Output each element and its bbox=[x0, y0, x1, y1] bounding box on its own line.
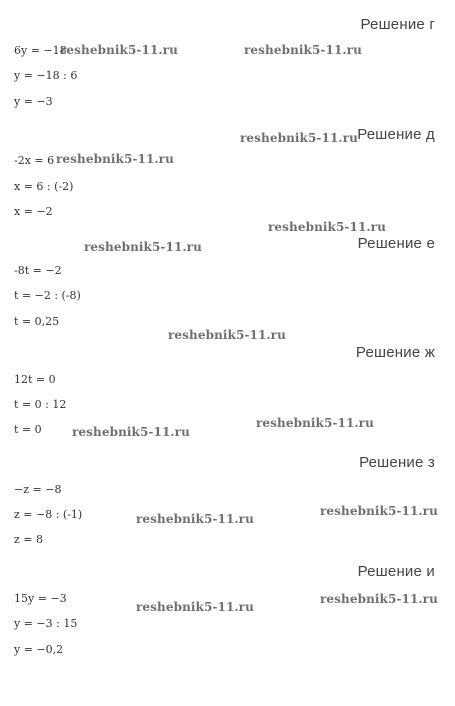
equation-line: t = −2 : (-8) bbox=[14, 289, 81, 302]
equation-line: x = −2 bbox=[14, 205, 53, 218]
watermark: reshebnik5-11.ru bbox=[168, 328, 286, 342]
equation-line: x = 6 : (-2) bbox=[14, 180, 74, 193]
equation-line: y = −18 : 6 bbox=[14, 69, 78, 82]
section-heading-d: Решение д bbox=[357, 126, 435, 143]
watermark: reshebnik5-11.ru bbox=[244, 43, 362, 57]
watermark: reshebnik5-11.ru bbox=[60, 43, 178, 57]
equation-line: -2x = 6 bbox=[14, 154, 55, 167]
section-heading-e: Решение е bbox=[357, 235, 435, 252]
equation-line: -8t = −2 bbox=[14, 264, 62, 277]
equation-line: 15y = −3 bbox=[14, 592, 67, 605]
watermark: reshebnik5-11.ru bbox=[136, 600, 254, 614]
watermark: reshebnik5-11.ru bbox=[136, 512, 254, 526]
watermark: reshebnik5-11.ru bbox=[268, 220, 386, 234]
section-heading-zh: Решение ж bbox=[355, 344, 435, 361]
equation-line: 6y = −18 bbox=[14, 44, 67, 57]
equation-line: y = −0,2 bbox=[14, 643, 64, 656]
equation-line: y = −3 : 15 bbox=[14, 617, 78, 630]
equation-line: t = 0,25 bbox=[14, 315, 60, 328]
watermark: reshebnik5-11.ru bbox=[84, 240, 202, 254]
equation-line: y = −3 bbox=[14, 95, 53, 108]
watermark: reshebnik5-11.ru bbox=[240, 131, 358, 145]
equation-line: z = −8 : (-1) bbox=[14, 508, 83, 521]
watermark: reshebnik5-11.ru bbox=[320, 504, 438, 518]
equation-line: 12t = 0 bbox=[14, 373, 56, 386]
equation-line: z = 8 bbox=[14, 533, 44, 546]
equation-line: −z = −8 bbox=[14, 483, 62, 496]
watermark: reshebnik5-11.ru bbox=[320, 592, 438, 606]
watermark: reshebnik5-11.ru bbox=[72, 425, 190, 439]
section-heading-g: Решение г bbox=[360, 16, 435, 33]
section-heading-z: Решение з bbox=[359, 454, 435, 471]
watermark: reshebnik5-11.ru bbox=[56, 152, 174, 166]
equation-line: t = 0 : 12 bbox=[14, 398, 67, 411]
watermark: reshebnik5-11.ru bbox=[256, 416, 374, 430]
section-heading-i: Решение и bbox=[357, 563, 435, 580]
equation-line: t = 0 bbox=[14, 423, 42, 436]
